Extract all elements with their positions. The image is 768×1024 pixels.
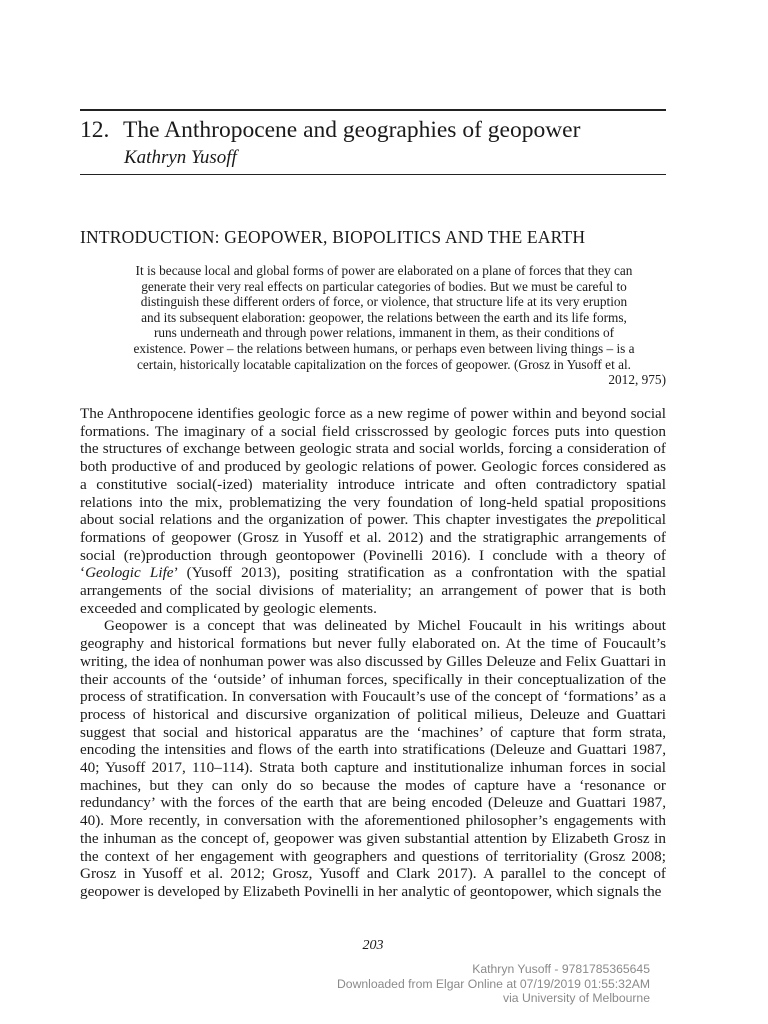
watermark-line: Downloaded from Elgar Online at 07/19/2019 01:55:32AM — [336, 976, 650, 991]
top-rule — [80, 109, 666, 111]
epigraph-line: existence. Power – the relations between humans, or perhaps even between living things – is a — [133, 340, 635, 356]
section-heading: INTRODUCTION: GEOPOWER, BIOPOLITICS AND THE EARTH — [80, 227, 586, 247]
paragraph-text: The Anthropocene identifies geologic force as a new regime of power within and beyond social formations. The imaginary of a social field crisscrossed by geologic forces puts into question the structures of exchange between geologic strata and social worlds, forcing a consideration of both productive of and produced by geologic relations of power. Geologic forces considered as a constitutive social(-ized) materiality introduce intricate and often contradictory spatial relations into the mix, problematizing the very foundation of long-held spatial propositions about social relations and the organization of power. This chapter investigates the — [80, 405, 666, 529]
epigraph-line: It is because local and global forms of power are elaborated on a plane of forces that they can — [135, 263, 633, 278]
epigraph-line: runs underneath and through power relations, immanent in them, as their conditions of — [153, 325, 615, 341]
emphasis-text: pre — [596, 511, 617, 529]
download-watermark — [337, 962, 650, 1006]
epigraph-line: certain, historically locatable capitalization on the forces of geopower. (Grosz in Yusoff et al. — [136, 356, 632, 372]
paragraph-1 — [80, 405, 666, 617]
watermark-line: via University of Melbourne — [503, 991, 650, 1006]
chapter-title-text: The Anthropocene and geographies of geopower — [123, 117, 581, 143]
epigraph-citation: 2012, 975) — [608, 372, 666, 388]
emphasis-text: Geologic Life — [85, 564, 174, 582]
chapter-number: 12. — [80, 117, 110, 143]
page-number: 203 — [362, 938, 384, 953]
paragraph-2: Geopower is a concept that was delineated by Michel Foucault in his writings about geography and historical formations but never fully elaborated on. At the time of Foucault’s writing, the idea of nonhuman power was also discussed by Gilles Deleuze and Felix Guattari in their accounts of the ‘outside’ of inhuman forces, specifically in their conceptualization of the process of stratification. In conversation with Foucault’s use of the concept of ‘formations’ as a process of historical and discursive organization of political milieus, Deleuze and Guattari suggest that social and historical apparatus are the ‘machines’ of capture that form strata, encoding the intensities and flows of the earth into stratifications (Deleuze and Guattari 1987, 40; Yusoff 2017, 110–114). Strata both capture and institutionalize inhuman forces in social machines, but they can only do so because the modes of capture have a ‘resonance or redundancy’ with the forces of the earth that are being encoded (Deleuze and Guattari 1987, 40). More recently, in conversation with the aforementioned philosopher’s engagements with the inhuman as the concept of, geopower was given substantial attention by Elizabeth Grosz in the context of her engagement with geographers and questions of territoriality (Grosz 2008; Grosz in Yusoff et al. 2012; Grosz, Yusoff and Clark 2017). A parallel to the concept of geopower is developed by Elizabeth Povinelli in her analytic of geontopower, which signals the — [80, 617, 666, 900]
watermark-line: Kathryn Yusoff - 9781785365645 — [472, 962, 650, 976]
paragraph-text: political formations of geopower (Grosz in Yusoff et al. 2012) and the stratigraphic arrangements of social (re)production through geontopower (Povinelli 2016). I conclude with a theory of ‘ — [80, 511, 666, 582]
epigraph-line: distinguish these different orders of force, or violence, that structure life at its very eruption — [140, 294, 628, 310]
paragraph-text: ’ (Yusoff 2013), positing stratification as a confrontation with the spatial arrangements of the social divisions of materiality; an arrangement of power that is both exceeded and complicated by geologic elements. — [80, 564, 667, 617]
epigraph-block — [102, 263, 666, 388]
chapter-author: Kathryn Yusoff — [124, 147, 237, 168]
epigraph-line: and its subsequent elaboration: geopower, the relations between the earth and its life forms, — [141, 309, 627, 325]
epigraph-line: generate their very real effects on particular categories of bodies. But we must be careful to — [141, 278, 627, 294]
body-text — [80, 405, 666, 901]
bottom-rule — [80, 174, 666, 175]
chapter-title — [80, 116, 680, 144]
